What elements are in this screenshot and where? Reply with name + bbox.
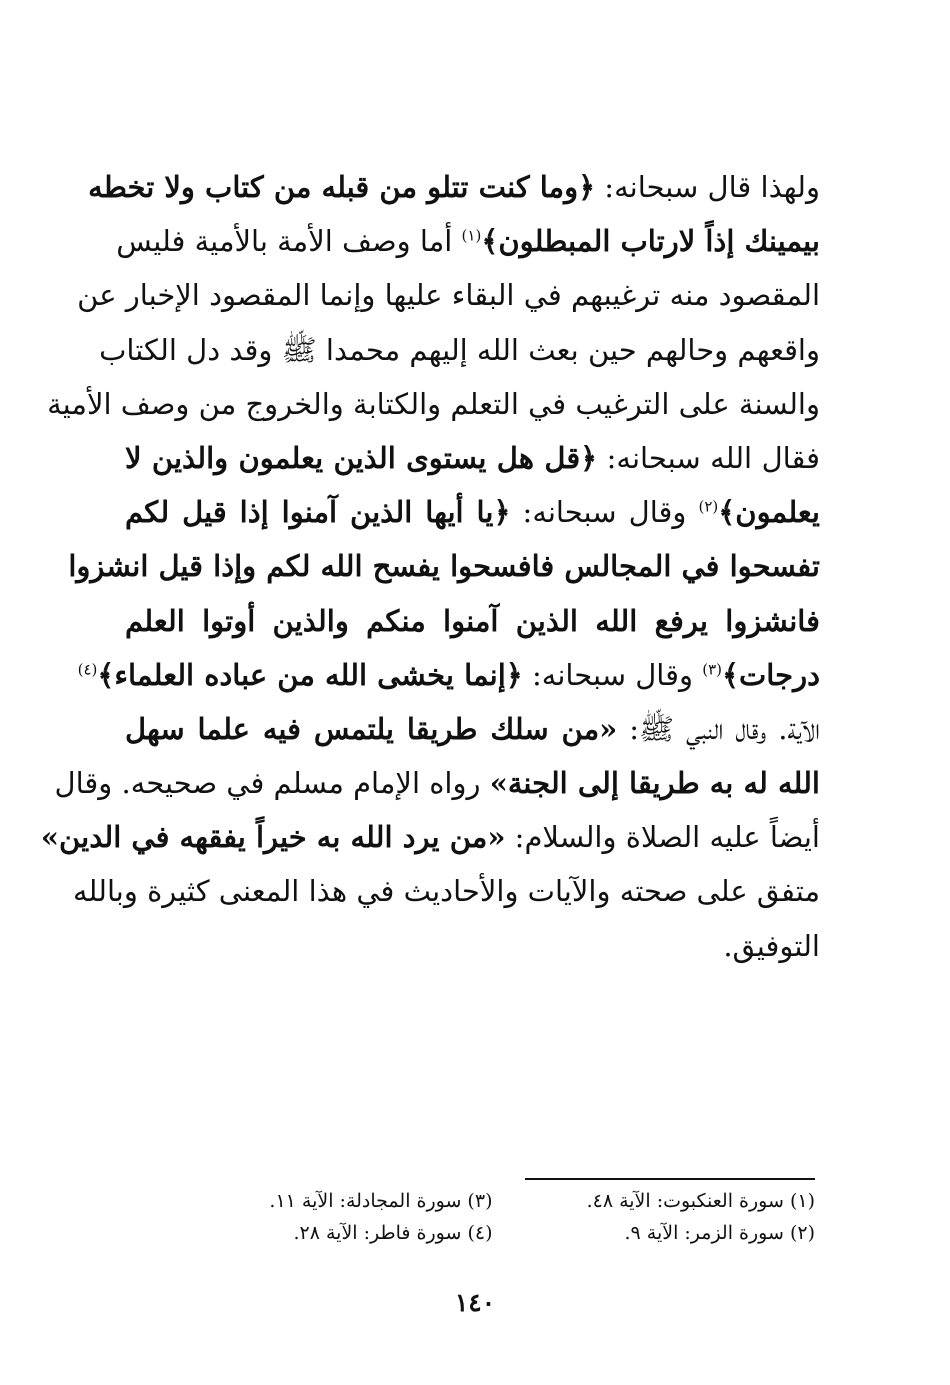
- text-line: [125, 485, 820, 539]
- text-segment: والسنة على الترغيب في التعلم والكتابة والخروج من وصف الأمية: [47, 386, 820, 421]
- footnote-ref: (٤): [77, 660, 98, 679]
- text-segment: أما وصف الأمة بالأمية فليس: [116, 224, 462, 259]
- footnote-2: (٢) سورة الزمر: الآية ٩.: [624, 1222, 815, 1244]
- quoted-text: بيمينك إذاً لارتاب المبطلون﴾: [481, 224, 820, 259]
- text-segment: المقصود منه ترغيبهم في البقاء عليها وإنما المقصود الإخبار عن: [77, 278, 820, 313]
- footnotes: [170, 1190, 815, 1244]
- quoted-text: تفسحوا في المجالس فافسحوا يفسح الله لكم وإذا قيل انشزوا: [68, 549, 820, 584]
- text-line: [125, 702, 820, 756]
- text-line: [47, 377, 820, 431]
- text-segment: الآية. وقال النبي ﷺ:: [617, 711, 820, 746]
- text-segment: واقعهم وحالهم حين بعث الله إليهم محمدا ﷺ وقد دل الكتاب: [99, 332, 820, 367]
- quoted-text: «من يرد الله به خيراً يفقهه في الدين»: [40, 820, 506, 855]
- text-segment: أيضاً عليه الصلاة والسلام:: [505, 820, 820, 855]
- text-line: [77, 648, 820, 702]
- quoted-text: ﴿إنما يخشى الله من عباده العلماء﴾: [97, 657, 523, 692]
- body-text: [40, 160, 821, 973]
- quoted-text: «من سلك طريقا يلتمس فيه علما سهل: [125, 711, 618, 746]
- text-line: [116, 214, 820, 268]
- footnote-ref: (٣): [702, 660, 723, 679]
- text-line: [125, 919, 820, 973]
- text-line: [72, 864, 820, 918]
- quoted-text: فانشزوا يرفع الله الذين آمنوا منكم والذين أوتوا العلم: [125, 603, 820, 638]
- footnote-1: (١) سورة العنكبوت: الآية ٤٨.: [586, 1190, 815, 1212]
- text-line: [99, 323, 820, 377]
- quoted-text: ﴿يا أيها الذين آمنوا إذا قيل لكم: [125, 495, 511, 530]
- text-segment: التوفيق.: [723, 928, 820, 963]
- quoted-text: ﴿وما كنت تتلو من قبله من كتاب ولا تخطه: [88, 170, 596, 204]
- footnote-3: (٣) سورة المجادلة: الآية ١١.: [269, 1190, 493, 1212]
- text-line: [88, 160, 820, 214]
- footnote-4: (٤) سورة فاطر: الآية ٢٨.: [293, 1222, 493, 1244]
- text-segment: رواه الإمام مسلم في صحيحه. وقال: [54, 766, 490, 801]
- text-line: [125, 594, 820, 648]
- text-line: [68, 539, 820, 593]
- footnote-ref: (٢): [698, 497, 719, 516]
- text-segment: ولهذا قال سبحانه:: [595, 170, 820, 204]
- text-segment: وقال سبحانه:: [522, 657, 703, 692]
- text-line: [125, 431, 820, 485]
- quoted-text: ﴿قل هل يستوى الذين يعلمون والذين لا: [125, 440, 598, 475]
- footnote-separator: [525, 1178, 815, 1180]
- text-segment: متفق على صحته والآيات والأحاديث في هذا المعنى كثيرة وبالله: [72, 874, 820, 909]
- text-line: [40, 810, 820, 864]
- quoted-text: الله له به طريقا إلى الجنة»: [489, 766, 820, 801]
- text-line: [77, 268, 820, 322]
- text-segment: فقال الله سبحانه:: [597, 440, 821, 475]
- footnote-ref: (١): [461, 226, 482, 245]
- quoted-text: يعلمون﴾: [718, 495, 820, 530]
- text-line: [54, 756, 820, 810]
- quoted-text: درجات﴾: [722, 657, 820, 692]
- page-number: ١٤٠: [454, 1288, 496, 1317]
- text-segment: وقال سبحانه:: [510, 495, 699, 530]
